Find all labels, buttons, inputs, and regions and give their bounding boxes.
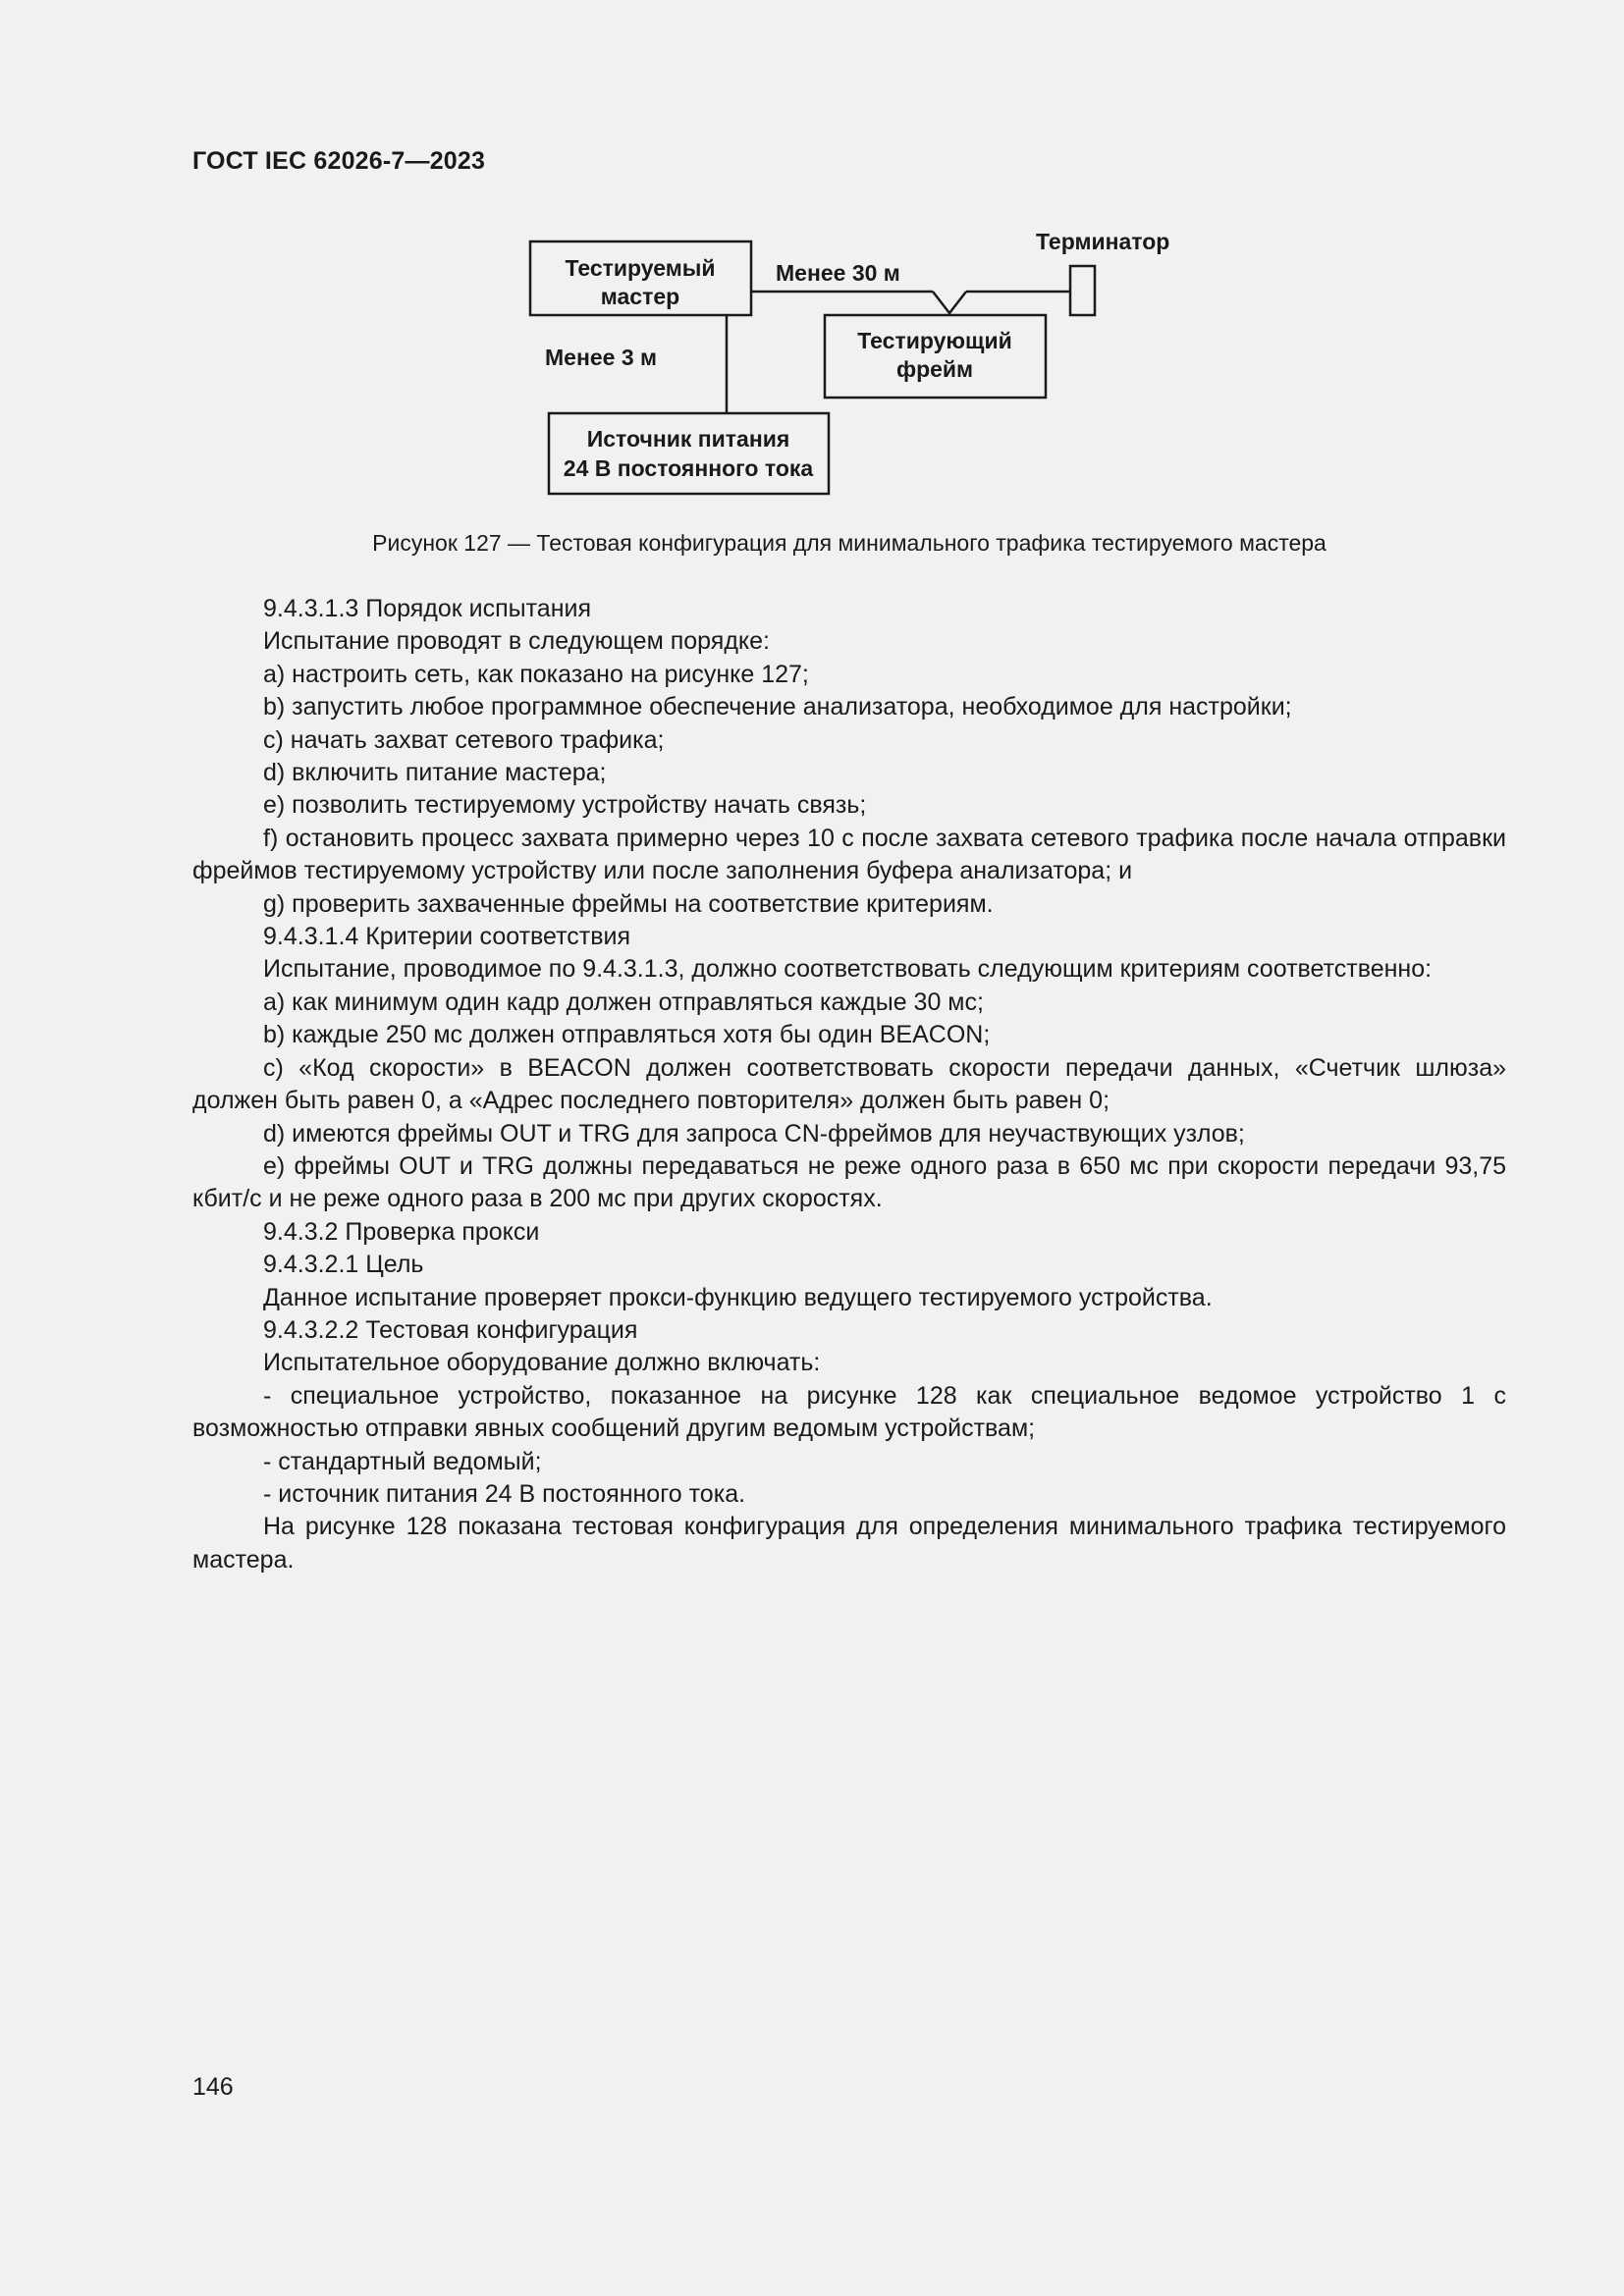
paragraph: На рисунке 128 показана тестовая конфигурация для определения минимального трафика тестируемого мастера. bbox=[192, 1513, 1506, 1574]
paragraph: Испытание проводят в следующем порядке: bbox=[263, 627, 770, 656]
label-less-30m: Менее 30 м bbox=[776, 260, 900, 286]
list-item: a) настроить сеть, как показано на рисунке 127; bbox=[263, 660, 809, 688]
list-item: a) как минимум один кадр должен отправляться каждые 30 мс; bbox=[263, 988, 984, 1016]
list-item: - стандартный ведомый; bbox=[263, 1447, 542, 1475]
page-number: 146 bbox=[192, 2073, 234, 2101]
document-header: ГОСТ IEC 62026-7—2023 bbox=[192, 147, 486, 175]
network-diagram bbox=[0, 0, 1624, 510]
box-dut-master-label-2: мастер bbox=[600, 284, 680, 309]
cable-junction bbox=[933, 292, 966, 313]
list-item: c) «Код скорости» в BEACON должен соответствовать скорости передачи данных, «Счетчик шлюза» должен быть равен 0, а «Адрес последнего повторителя» должен быть равен 0; bbox=[192, 1053, 1506, 1115]
list-item: b) каждые 250 мс должен отправляться хотя бы один BEACON; bbox=[263, 1021, 991, 1049]
box-test-frame-label-2: фрейм bbox=[895, 356, 974, 382]
box-test-frame-label-1: Тестирующий bbox=[857, 328, 1012, 353]
label-less-3m: Менее 3 м bbox=[545, 345, 658, 370]
paragraph: Испытательное оборудование должно включать: bbox=[263, 1349, 821, 1377]
body-text bbox=[192, 593, 1506, 1576]
figure-caption: Рисунок 127 — Тестовая конфигурация для минимального трафика тестируемого мастера bbox=[372, 530, 1326, 556]
list-item: - источник питания 24 В постоянного тока. bbox=[263, 1479, 746, 1508]
list-item: e) позволить тестируемому устройству начать связь; bbox=[263, 791, 867, 820]
section-heading: 9.4.3.2.2 Тестовая конфигурация bbox=[263, 1315, 638, 1344]
box-power-label-1: Источник питания bbox=[586, 426, 790, 452]
section-heading: 9.4.3.1.4 Критерии соответствия bbox=[263, 923, 630, 951]
paragraph: Данное испытание проверяет прокси-функцию ведущего тестируемого устройства. bbox=[263, 1283, 1213, 1311]
box-power-label-2: 24 В постоянного тока bbox=[563, 455, 814, 481]
paragraph: Испытание, проводимое по 9.4.3.1.3, должно соответствовать следующим критериям соответственно: bbox=[263, 955, 1433, 984]
list-item: b) запустить любое программное обеспечение анализатора, необходимое для настройки; bbox=[263, 693, 1292, 721]
box-dut-master-label-1: Тестируемый bbox=[565, 255, 716, 281]
list-item: f) остановить процесс захвата примерно через 10 с после захвата сетевого трафика после начала отправки фреймов тестируемому устройству или после заполнения буфера анализатора; и bbox=[192, 824, 1506, 885]
list-item: d) включить питание мастера; bbox=[263, 759, 607, 787]
list-item: - специальное устройство, показанное на рисунке 128 как специальное ведомое устройство 1 с возможностью отправки явных сообщений другим ведомым устройствам; bbox=[192, 1381, 1506, 1443]
terminator-shape bbox=[1070, 266, 1095, 315]
list-item: c) начать захват сетевого трафика; bbox=[263, 725, 665, 754]
section-heading: 9.4.3.2.1 Цель bbox=[263, 1251, 424, 1279]
terminator-label: Терминатор bbox=[1036, 229, 1170, 254]
list-item: g) проверить захваченные фреймы на соответствие критериям. bbox=[263, 889, 994, 918]
list-item: e) фреймы OUT и TRG должны передаваться не реже одного раза в 650 мс при скорости передачи 93,75 кбит/с и не реже одного раза в 200 мс при других скоростях. bbox=[192, 1151, 1506, 1213]
list-item: d) имеются фреймы OUT и TRG для запроса CN-фреймов для неучаствующих узлов; bbox=[263, 1119, 1245, 1148]
section-heading: 9.4.3.2 Проверка прокси bbox=[263, 1217, 540, 1246]
paragraph: 9.4.3.1.3 Порядок испытания bbox=[263, 595, 592, 622]
